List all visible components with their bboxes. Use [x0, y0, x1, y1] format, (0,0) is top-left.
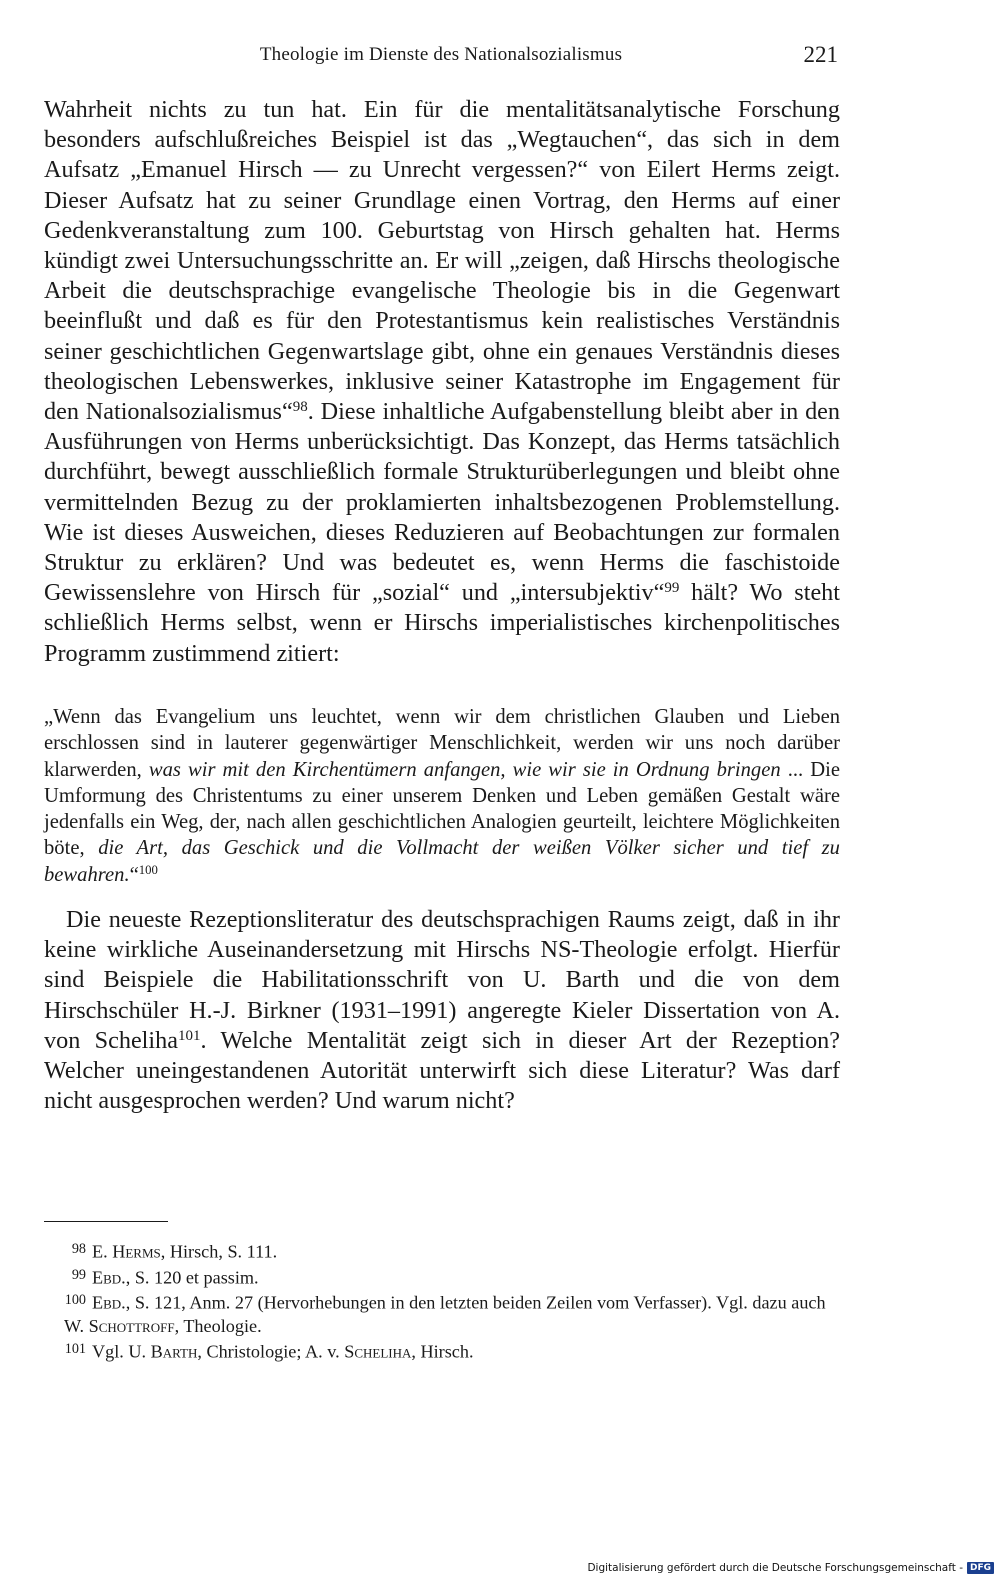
footnote-100 — [44, 1289, 840, 1338]
quote-emphasis: die Art, das Geschick und die Vollmacht der weißen Völker sicher und tief zu bewahren. — [44, 837, 840, 886]
footnote-text: , Theologie. — [174, 1315, 262, 1336]
footnote-101 — [44, 1338, 840, 1364]
footnote-text: , S. 120 et passim. — [125, 1266, 259, 1287]
quote-text: ... Die Umformung des Christentums zu einer unserem Denken und Leben gemäßen Gestalt wäre jedenfalls ein Weg, der, nach allen geschichtlichen Analogien geurteilt, leichtere Möglichkeiten böte, — [44, 758, 840, 860]
quote-emphasis: was wir mit den Kirchentümern anfangen, wie wir sie in Ordnung bringen — [148, 758, 781, 781]
footnote-ref-101: 101 — [177, 1027, 201, 1044]
footnote-ref-98: 98 — [292, 398, 308, 415]
main-paragraph — [44, 95, 840, 669]
paragraph-text: Wahrheit nichts zu tun hat. Ein für die mentalitätsanalytische Forschung besonders aufschlußreiches Beispiel ist das „Wegtauchen“, das sich in dem Aufsatz „Emanuel Hirsch — zu Unrecht vergessen?“ von Eilert Herms zeigt. Dieser Aufsatz hat zu seiner Grundlage einen Vortrag, den Herms auf einer Gedenkveranstaltung zum 100. Geburtstag von Hirsch gehalten hat. Herms kündigt zwei Untersuchungsschritte an. Er will „zeigen, daß Hirschs theologische Arbeit die deutschsprachige evangelische Theologie bis in die Gegenwart beeinflußt und daß es für den Protestantismus kein realistisches Verständnis seiner geschichtlichen Gegenwartslage gibt, ohne ein genaues Verständnis dieses theologischen Lebenswerkes, inklusive seiner Katastrophe im Engagement für den Nationalsozialismus“ — [44, 96, 840, 426]
author-name: Scheliha — [344, 1341, 412, 1362]
footnote-text: , Christologie; A. v. — [197, 1341, 345, 1362]
author-name: Barth — [150, 1341, 198, 1362]
running-title: Theologie im Dienste des Nationalsozialismus — [259, 44, 623, 65]
footnote-number: 99 — [71, 1266, 86, 1283]
page-number: 221 — [803, 42, 838, 67]
dfg-logo: DFG — [967, 1562, 994, 1574]
credit-text: Digitalisierung gefördert durch die Deutsche Forschungsgemeinschaft - — [587, 1562, 963, 1574]
digitization-credit — [587, 1559, 994, 1577]
block-quote — [44, 704, 840, 888]
quote-text: “ — [129, 863, 139, 886]
footnote-ref-99: 99 — [664, 580, 680, 596]
footnote-number: 98 — [71, 1241, 86, 1257]
second-paragraph — [44, 905, 840, 1116]
footnote-text: , Hirsch. — [411, 1341, 474, 1362]
paragraph-text: hält? Wo steht schließlich Herms selbst, wenn er Hirschs imperialistisches kirchenpolitisches Programm zustimmend zitiert: — [44, 579, 840, 667]
footnote-text: E. — [92, 1241, 113, 1262]
author-name: Herms — [112, 1241, 161, 1262]
footnote-text: , S. 121, Anm. 27 (Hervorhebungen in den letzten beiden Zeilen vom Verfasser). Vgl. dazu auch W. — [64, 1292, 826, 1336]
author-name: Schottroff — [88, 1315, 175, 1336]
paragraph-text: . Diese inhaltliche Aufgabenstellung bleibt aber in den Ausführungen von Herms unberücksichtigt. Das Konzept, das Herms tatsächlich durchführt, bewegt ausschließlich formale Strukturüberlegungen und bleibt ohne vermittelnden Bezug zu der proklamierten inhaltsbezogenen Problemstellung. Wie ist dieses Ausweichen, dieses Reduzieren auf Beobachtungen zur formalen Struktur zu erklären? Und was bedeutet es, wenn Herms die faschistoide Gewissenslehre von Hirsch für „sozial“ und „intersubjektiv“ — [44, 398, 840, 607]
running-head — [44, 44, 838, 74]
abbreviation: Ebd. — [92, 1266, 126, 1287]
footnote-number: 101 — [64, 1341, 86, 1358]
footnotes — [44, 1238, 840, 1364]
footnote-text: Vgl. U. — [92, 1341, 151, 1362]
footnote-rule — [44, 1221, 168, 1222]
footnote-ref-100: 100 — [138, 862, 158, 877]
paragraph-text: . Welche Mentalität zeigt sich in dieser Art der Rezeption? Welcher uneingestandenen Autorität unterwirft sich diese Literatur? Was darf nicht ausgesprochen werden? Und warum nicht? — [44, 1026, 840, 1115]
footnote-99 — [44, 1264, 840, 1290]
footnote-number: 100 — [64, 1292, 86, 1309]
footnote-98 — [44, 1238, 840, 1264]
footnote-text: , Hirsch, S. 111. — [160, 1241, 278, 1262]
paragraph-text: Die neueste Rezeptionsliteratur des deutschsprachigen Raums zeigt, daß in ihr keine wirkliche Auseinandersetzung mit Hirschs NS-Theologie erfolgt. Hierfür sind Beispiele die Habilitationsschrift von U. Barth und die von dem Hirschschüler H.-J. Birkner (1931–1991) angeregte Kieler Dissertation von A. von Scheliha — [44, 906, 840, 1054]
abbreviation: Ebd. — [92, 1292, 126, 1313]
quote-text: „Wenn das Evangelium uns leuchtet, wenn wir dem christlichen Glauben und Lieben erschlossen sind in lauterer gegenwärtiger Menschlichkeit, werden wir uns noch darüber klarwerden, — [44, 706, 840, 781]
